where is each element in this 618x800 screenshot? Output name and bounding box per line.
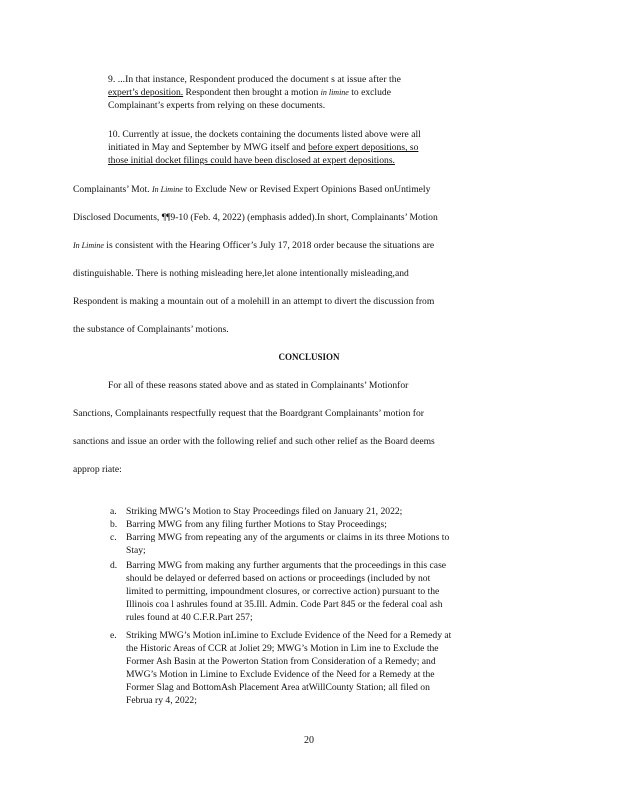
conclusion-line-4: approp riate: — [73, 464, 122, 475]
list-item-e-line-2: the Historic Areas of CCR at Joliet 29; MWG’s Motion in Lim ine to Exclude the — [126, 643, 439, 654]
list-item-letter: d. — [110, 560, 118, 571]
list-item-c-line-2: Stay; — [126, 545, 146, 556]
quote-p9-line1: 9. ...In that instance, Respondent produced the document s at issue after the — [108, 74, 401, 85]
list-item-e-line-5: Former Slag and BottomAsh Placement Area atWillCounty Station; all filed on — [126, 682, 430, 693]
list-item-e-line-1: Striking MWG’s Motion inLimine to Exclude Evidence of the Need for a Remedy at — [126, 630, 452, 641]
list-item-a-line-1: Striking MWG’s Motion to Stay Proceedings filed on January 21, 2022; — [126, 506, 403, 517]
list-item-d-line-4: Illinois coa l ashrules found at 35.Ill. Admin. Code Part 845 or the federal coal ash — [126, 599, 443, 610]
quote-p10-line2: initiated in May and September by MWG itself and before expert depositions, so — [108, 142, 419, 153]
list-item-c-line-1: Barring MWG from repeating any of the arguments or claims in its three Motions to — [126, 532, 450, 543]
body-line-5: Respondent is making a mountain out of a molehill in an attempt to divert the discussion from — [73, 296, 435, 307]
quote-p9-line3: Complainant’s experts from relying on these documents. — [108, 100, 326, 111]
conclusion-line-1: For all of these reasons stated above and as stated in Complainants’ Motionfor — [108, 380, 409, 391]
quote-p10-underlined: before expert depositions, so — [308, 142, 419, 153]
conclusion-heading: CONCLUSION — [278, 352, 340, 362]
list-item-d-line-2: should be delayed or deferred based on actions or proceedings (included by not — [126, 573, 431, 584]
conclusion-line-2: Sanctions, Complainants respectfully request that the Boardgrant Complainants’ motion for — [73, 408, 424, 419]
body-line-4: distinguishable. There is nothing misleading here,let alone intentionally misleading,and — [73, 268, 409, 279]
list-item-e-line-4: MWG’s Motion in Limine to Exclude Evidence of the Need for a Remedy at the — [126, 669, 435, 680]
list-item-d-line-5: rules found at 40 C.F.R.Part 257; — [126, 612, 253, 623]
list-item-letter: c. — [110, 532, 117, 543]
list-item-e-line-6: Februa ry 4, 2022; — [126, 695, 197, 706]
quote-p10-line3: those initial docket filings could have been disclosed at expert depositions. — [108, 155, 395, 166]
body-line-6: the substance of Complainants’ motions. — [73, 324, 229, 335]
body-line-2: Disclosed Documents, ¶¶9-10 (Feb. 4, 2022) (emphasis added).In short, Complainants’ Motion — [73, 212, 438, 223]
body-line-3: In Limine is consistent with the Hearing Officer’s July 17, 2018 order because the situations are — [73, 240, 435, 251]
list-item-b-line-1: Barring MWG from any filing further Motions to Stay Proceedings; — [126, 519, 387, 530]
list-item-d-line-3: limited to permitting, impoundment closures, or corrective action) pursuant to the — [126, 586, 440, 597]
list-item-letter: e. — [110, 630, 117, 641]
quote-p9-italic: in limine — [320, 88, 349, 97]
list-item-d-line-1: Barring MWG from making any further arguments that the proceedings in this case — [126, 560, 447, 571]
list-item-e-line-3: Former Ash Basin at the Powerton Station from Consideration of a Remedy; and — [126, 656, 436, 667]
quote-p9-line2: expert’s deposition. Respondent then brought a motion in limine to exclude — [108, 87, 391, 98]
quote-p10-line1: 10. Currently at issue, the dockets containing the documents listed above were all — [108, 129, 421, 140]
page-number: 20 — [304, 735, 314, 746]
conclusion-line-3: sanctions and issue an order with the following relief and such other relief as the Board deems — [73, 436, 435, 447]
list-item-letter: a. — [110, 506, 117, 517]
list-item-letter: b. — [110, 519, 118, 530]
body-line-1: Complainants’ Mot. In Limine to Exclude New or Revised Expert Opinions Based onUntimely — [73, 184, 431, 195]
quote-p9-underlined: expert’s deposition. — [108, 87, 184, 98]
